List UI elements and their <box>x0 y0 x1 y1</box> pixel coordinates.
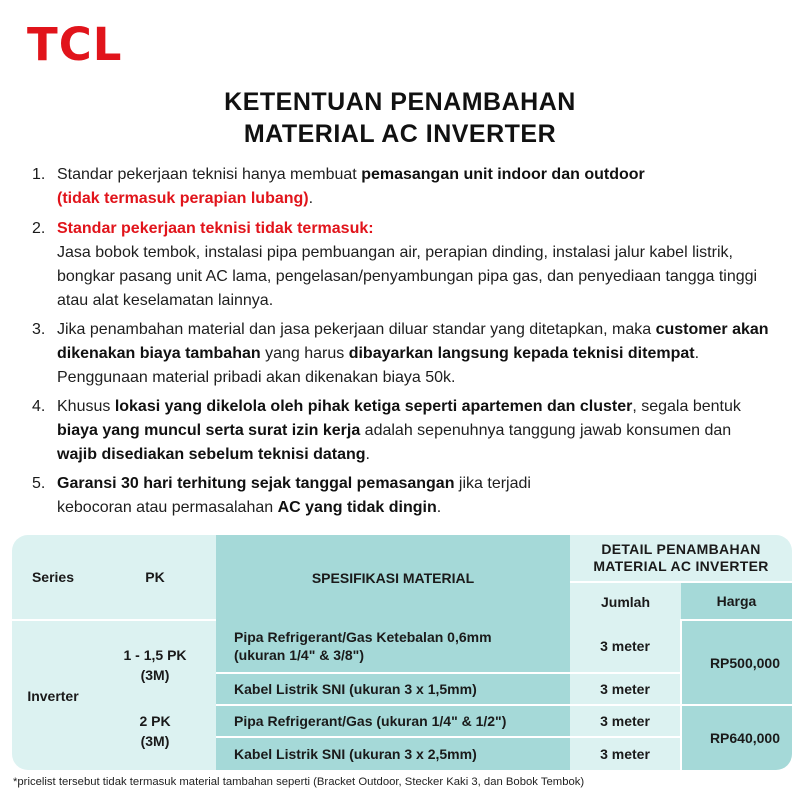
pk-cell <box>94 620 216 770</box>
qty-cell: 3 meter <box>570 737 681 770</box>
term-bold-run: pemasangan unit indoor dan outdoor <box>361 166 645 183</box>
term-text-run: adalah sepenuhnya tanggung jawab konsumen dan <box>360 422 732 439</box>
price-cell: RP500,000 <box>681 620 792 705</box>
spec-line: Pipa Refrigerant/Gas Ketebalan 0,6mm <box>234 629 492 645</box>
header-series: Series <box>12 535 94 620</box>
term-bold-run: dibayarkan langsung kepada teknisi ditempat <box>348 345 695 362</box>
pk-sub-label: (3M) <box>140 733 170 749</box>
spec-cell <box>216 620 570 673</box>
term-bold-run: lokasi yang dikelola oleh pihak ketiga seperti apartemen dan cluster <box>114 398 633 415</box>
title-line-2: MATERIAL AC INVERTER <box>243 120 557 148</box>
term-text <box>57 472 769 520</box>
pk-group-1 <box>94 645 216 685</box>
header-detail <box>570 535 792 582</box>
term-bold-run: AC yang tidak dingin <box>277 499 437 516</box>
term-bold-run: wajib disediakan sebelum teknisi datang <box>57 446 366 463</box>
term-text-run: yang harus <box>260 345 349 362</box>
term-text <box>57 395 769 467</box>
term-text-run: Khusus <box>57 398 115 415</box>
term-text <box>57 217 769 313</box>
spec-cell: Pipa Refrigerant/Gas (ukuran 1/4" & 1/2") <box>216 705 570 737</box>
header-harga: Harga <box>681 582 792 620</box>
tcl-logo: TCL <box>27 18 123 71</box>
qty-cell: 3 meter <box>570 673 681 705</box>
term-number: 4. <box>32 398 46 415</box>
term-text-run: Jika penambahan material dan jasa pekerjaan diluar standar yang ditetapkan, maka <box>57 321 656 338</box>
term-bold-run: customer akan dikenakan biaya tambahan <box>57 321 769 362</box>
term-text-run: Jasa bobok tembok, instalasi pipa pembuangan air, perapian dinding, instalasi jalur kabel listrik, bongkar pasang unit AC lama, pengelasan/penyambungan pipa gas, dan penyediaan tangga tinggi atau alat keselamatan lainnya. <box>57 244 758 309</box>
term-red-run: Standar pekerjaan teknisi tidak termasuk: <box>57 220 374 237</box>
term-text <box>57 163 769 211</box>
term-text-run: Standar pekerjaan teknisi hanya membuat <box>57 166 362 183</box>
pricing-table <box>12 535 792 770</box>
term-text-run: . Penggunaan material pribadi akan dikenakan biaya 50k. <box>57 345 700 386</box>
term-text <box>57 318 769 390</box>
pk-label: 1 - 1,5 PK <box>123 647 187 663</box>
term-number: 2. <box>32 220 46 237</box>
footnote: *pricelist tersebut tidak termasuk material tambahan seperti (Bracket Outdoor, Stecker Kaki 3, dan Bobok Tembok) <box>13 776 585 788</box>
header-pk: PK <box>94 535 216 620</box>
header-spec: SPESIFIKASI MATERIAL <box>216 535 570 620</box>
term-number: 1. <box>32 166 46 183</box>
term-text-run: . <box>365 446 370 463</box>
qty-cell: 3 meter <box>570 705 681 737</box>
spec-cell: Kabel Listrik SNI (ukuran 3 x 2,5mm) <box>216 737 570 770</box>
term-bold-run: Garansi 30 hari terhitung sejak tanggal pemasangan <box>57 475 455 492</box>
term-red-run: (tidak termasuk perapian lubang) <box>57 190 309 207</box>
term-text-run: jika terjadi <box>454 475 531 492</box>
table-row <box>12 620 792 673</box>
spec-cell: Kabel Listrik SNI (ukuran 3 x 1,5mm) <box>216 673 570 705</box>
pk-group-2 <box>94 711 216 751</box>
title-line-1: KETENTUAN PENAMBAHAN <box>224 88 576 116</box>
term-text-run: , segala bentuk <box>632 398 741 415</box>
term-text-run: kebocoran atau permasalahan <box>57 499 278 516</box>
header-jumlah: Jumlah <box>570 582 681 620</box>
series-cell: Inverter <box>12 620 94 770</box>
term-text-run: . <box>436 499 442 516</box>
table-header-row <box>12 535 792 582</box>
term-bold-run: biaya yang muncul serta surat izin kerja <box>57 422 361 439</box>
pk-label: 2 PK <box>139 713 171 729</box>
term-number: 3. <box>32 321 46 338</box>
term-text-run: . <box>308 190 314 207</box>
page-title <box>0 86 800 150</box>
price-cell: RP640,000 <box>681 705 792 770</box>
header-detail-line-1: DETAIL PENAMBAHAN <box>601 541 761 557</box>
qty-cell: 3 meter <box>570 620 681 673</box>
header-detail-line-2: MATERIAL AC INVERTER <box>593 558 769 574</box>
spec-line: (ukuran 1/4" & 3/8") <box>234 647 364 663</box>
term-number: 5. <box>32 475 46 492</box>
pk-sub-label: (3M) <box>140 667 170 683</box>
